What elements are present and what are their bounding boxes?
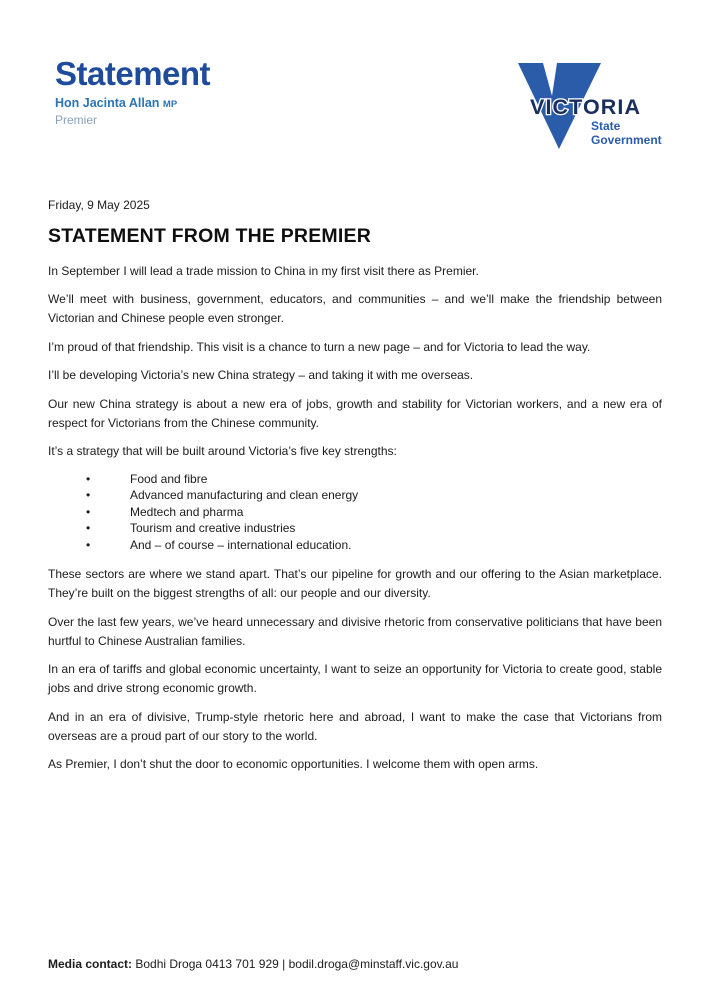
logo-sub-line1: State	[591, 119, 621, 133]
masthead	[55, 57, 210, 127]
paragraph: It’s a strategy that will be built around Victoria’s five key strengths:	[48, 444, 397, 458]
victoria-logo-icon	[515, 56, 667, 150]
masthead-title: Statement	[55, 55, 211, 92]
paragraph: I’m proud of that friendship. This visit is a chance to turn a new page – and for Victoria to lead the way.	[48, 339, 591, 354]
document-content	[48, 196, 662, 784]
date-line: Friday, 9 May 2025	[48, 198, 150, 212]
paragraph: As Premier, I don’t shut the door to economic opportunities. I welcome them with open arms.	[48, 757, 539, 771]
officeholder-name-text: Hon Jacinta Allan	[55, 96, 160, 110]
list-item: • Tourism and creative industries	[48, 520, 662, 537]
paragraph: These sectors are where we stand apart. That’s our pipeline for growth and our offering to the Asian marketplace. They’re built on the biggest strengths of all: our people and our diversity.	[48, 567, 662, 600]
key-strengths-list	[48, 471, 662, 554]
paragraph: And in an era of divisive, Trump-style rhetoric here and abroad, I want to make the case that Victorians from overseas are a proud part of our story to the world.	[48, 709, 662, 743]
paragraph: Over the last few years, we’ve heard unnecessary and divisive rhetoric from conservative politicians that have been hurtful to Chinese Australian families.	[48, 614, 662, 648]
officeholder-name	[55, 96, 210, 112]
list-item: • Food and fibre	[48, 471, 662, 488]
officeholder-postnominal: MP	[162, 99, 178, 110]
officeholder-role: Premier	[55, 113, 98, 127]
media-contact-footer	[48, 957, 458, 971]
paragraph: In September I will lead a trade mission to China in my first visit there as Premier.	[48, 263, 479, 278]
statement-heading: STATEMENT FROM THE PREMIER	[48, 224, 371, 247]
list-item: • And – of course – international education.	[48, 537, 662, 554]
logo-brand-word: VICTORIA	[530, 95, 642, 119]
media-contact-value: Bodhi Droga 0413 701 929 | bodil.droga@minstaff.vic.gov.au	[135, 957, 459, 971]
paragraph: In an era of tariffs and global economic uncertainty, I want to seize an opportunity for Victoria to create good, stable jobs and drive strong economic growth.	[48, 662, 662, 695]
paragraph: We’ll meet with business, government, educators, and communities – and we’ll make the friendship between Victorian and Chinese people even stronger.	[48, 292, 662, 325]
paragraph: I’ll be developing Victoria’s new China strategy – and taking it with me overseas.	[48, 368, 474, 382]
logo-sub-line2: Government	[591, 133, 662, 147]
media-contact-label: Media contact:	[48, 957, 133, 971]
list-item: • Medtech and pharma	[48, 504, 662, 521]
victoria-state-government-logo	[515, 56, 667, 150]
list-item: • Advanced manufacturing and clean energy	[48, 487, 662, 504]
paragraph: Our new China strategy is about a new era of jobs, growth and stability for Victorian workers, and a new era of respect for Victorians from the Chinese community.	[48, 396, 662, 430]
